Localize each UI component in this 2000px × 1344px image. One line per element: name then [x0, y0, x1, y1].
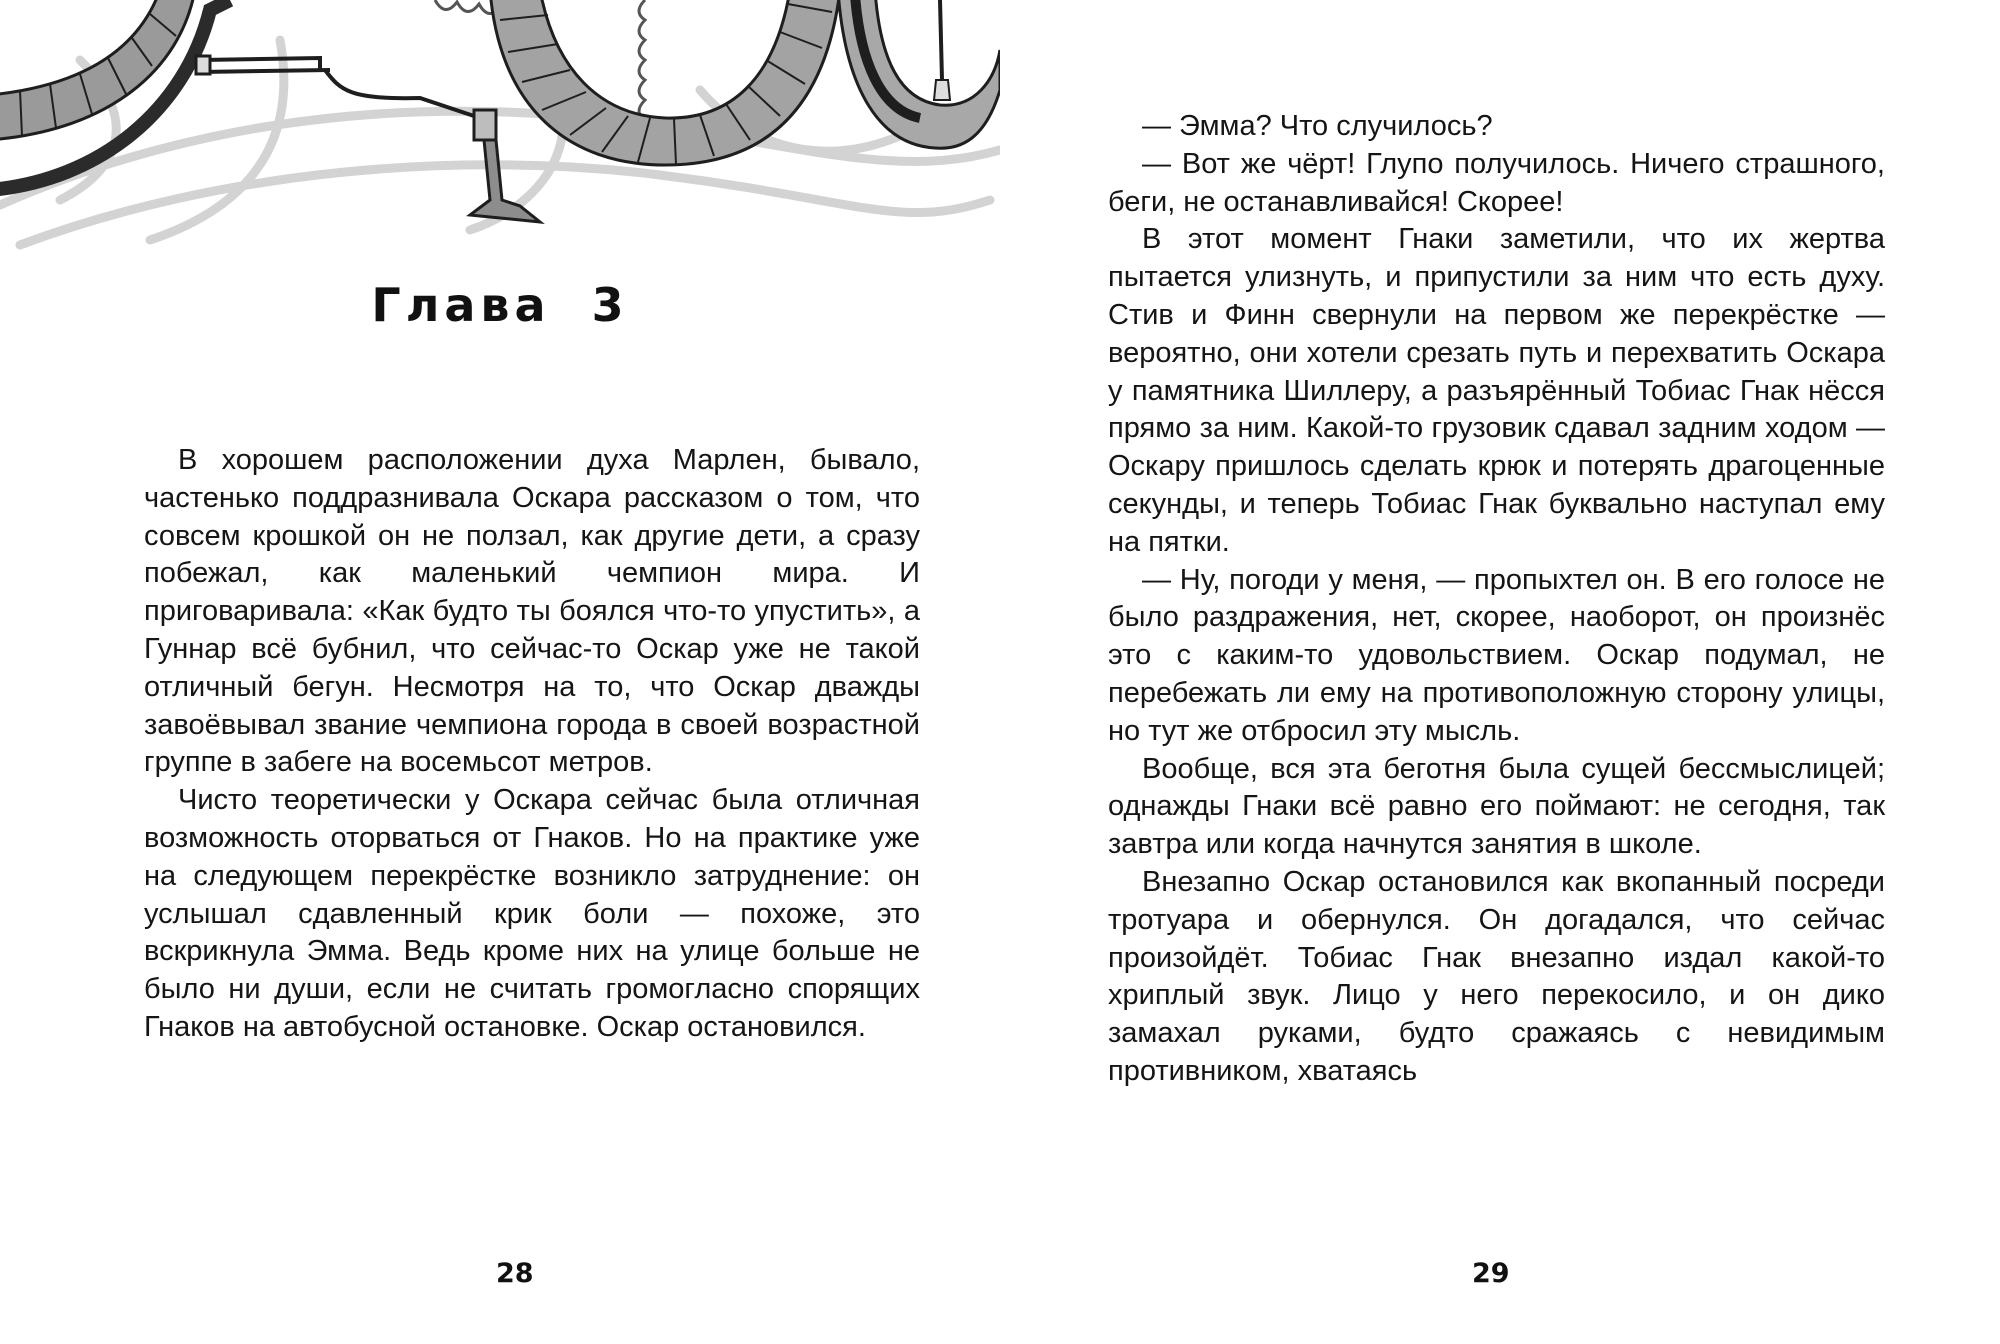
paragraph: Чисто теоретически у Оскара сейчас была отличная возможность оторваться от Гнаков. Но на практике уже на следующем перекрёстке возникло затруднение: он услышал сдавленный крик боли — похоже, это вскрикнула Эмма. Ведь кроме них на улице больше не было ни души, если не считать громогласно спорящих Гнаков на автобусной остановке. Оскар остановился. [144, 784, 920, 1043]
paragraph: — Эмма? Что случилось? [1142, 110, 1493, 142]
right-page-body [1108, 108, 1885, 1091]
left-page-body [144, 442, 920, 1047]
paragraph: Внезапно Оскар остановился как вкопанный посреди тротуара и обернулся. Он догадался, что сейчас произойдёт. Тобиас Гнак внезапно издал какой-то хриплый звук. Лицо у него перекосило, и он дико замахал руками, будто сражаясь с невидимым противником, хватаясь [1108, 865, 1885, 1087]
page-number-left: 28 [496, 1258, 534, 1289]
paragraph: В хорошем расположении духа Марлен, бывало, частенько поддразнивала Оскара рассказом о том, что совсем крошкой он не ползал, как другие дети, а сразу побежал, как маленький чемпион мира. И приговаривала: «Как будто ты боялся что-то упустить», а Гуннар всё бубнил, что сейчас-то Оскар уже не такой отличный бегун. Несмотря на то, что Оскар дважды завоёвывал звание чемпиона города в своей возрастной группе в забеге на восемьсот метров. [144, 444, 920, 779]
paragraph: — Ну, погоди у меня, — пропыхтел он. В его голосе не было раздражения, нет, скорее, наоборот, он произнёс это с каким-то удовольствием. Оскар подумал, не перебежать ли ему на противоположную сторону улицы, но тут же отбросил эту мысль. [1108, 563, 1885, 747]
paragraph: В этот момент Гнаки заметили, что их жертва пытается улизнуть, и припустили за ним что есть духу. Стив и Финн свернули на первом же перекрёстке — вероятно, они хотели срезать путь и перехватить Оскара у памятника Шиллеру, а разъярённый Тобиас Гнак нёсся прямо за ним. Какой-то грузовик сдавал задним ходом — Оскару пришлось сделать крюк и потерять драгоценные секунды, и теперь Тобиас Гнак буквально наступал ему на пятки. [1108, 223, 1885, 558]
page-number-right: 29 [1472, 1258, 1510, 1289]
chapter-title: Глава 3 [371, 278, 629, 332]
chapter-header-illustration [0, 0, 1000, 262]
paragraph: Вообще, вся эта беготня была сущей бессмыслицей; однажды Гнаки всё равно его поймают: не сегодня, так завтра или когда начнутся занятия в школе. [1108, 752, 1885, 861]
right-page [1000, 0, 2000, 1344]
paragraph: — Вот же чёрт! Глупо получилось. Ничего страшного, беги, не останавливайся! Скорее! [1108, 147, 1885, 218]
